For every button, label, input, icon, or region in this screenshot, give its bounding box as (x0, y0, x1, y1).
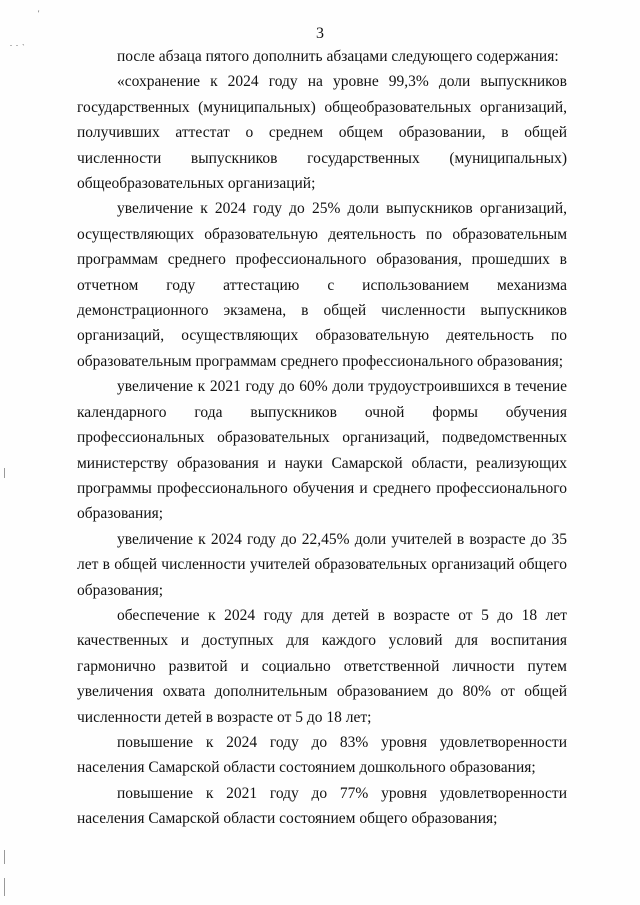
scan-edge-mark (4, 850, 5, 864)
scan-speck: . . (10, 39, 19, 48)
paragraph-intro: после абзаца пятого дополнить абзацами следующего содержания: (117, 48, 559, 65)
scan-speck: ' (38, 9, 40, 18)
paragraph-employment: увеличение к 2021 году до 60% доли трудоустроившихся в течение календарного года выпускников очной формы обучения профессиональных образовательных организаций, подведомственных министерству образования и науки Самарской области, реализующих программы профессионального обучения и среднего профессионального образования; (77, 378, 567, 523)
paragraph-general-satisfaction: повышение к 2021 году до 77% уровня удовлетворенности населения Самарской области состоянием общего образования; (77, 784, 567, 828)
document-body (77, 44, 567, 832)
scan-speck: ` (22, 43, 25, 52)
page-number: 3 (316, 25, 324, 42)
paragraph-attestat: «сохранение к 2024 году на уровне 99,3% доли выпускников государственных (муниципальных) общеобразовательных организаций, получивших аттестат о среднем общем образовании, в общей численности выпускников государственных (муниципальных) общеобразовательных организаций; (77, 73, 567, 193)
paragraph-additional-education: обеспечение к 2024 году для детей в возрасте от 5 до 18 лет качественных и доступных для каждого условий для воспитания гармонично развитой и социально ответственной личности путем увеличения охвата дополнительным образованием до 80% от общей численности детей в возрасте от 5 до 18 лет; (77, 606, 567, 726)
paragraph-preschool-satisfaction: повышение к 2024 году до 83% уровня удовлетворенности населения Самарской области состоянием дошкольного образования; (77, 733, 567, 777)
paragraph-demo-exam: увеличение к 2024 году до 25% доли выпускников организаций, осуществляющих образовательную деятельность по образовательным программам среднего профессионального образования, прошедших в отчетном году аттестацию с использованием механизма демонстрационного экзамена, в общей численности выпускников организаций, осуществляющих образовательную деятельность по образовательным программам среднего профессионального образования; (77, 200, 567, 370)
paragraph-young-teachers: увеличение к 2024 году до 22,45% доли учителей в возрасте до 35 лет в общей численности учителей образовательных организаций общего образования; (77, 530, 567, 599)
scan-edge-mark (4, 878, 5, 896)
scan-edge-mark (4, 468, 5, 478)
